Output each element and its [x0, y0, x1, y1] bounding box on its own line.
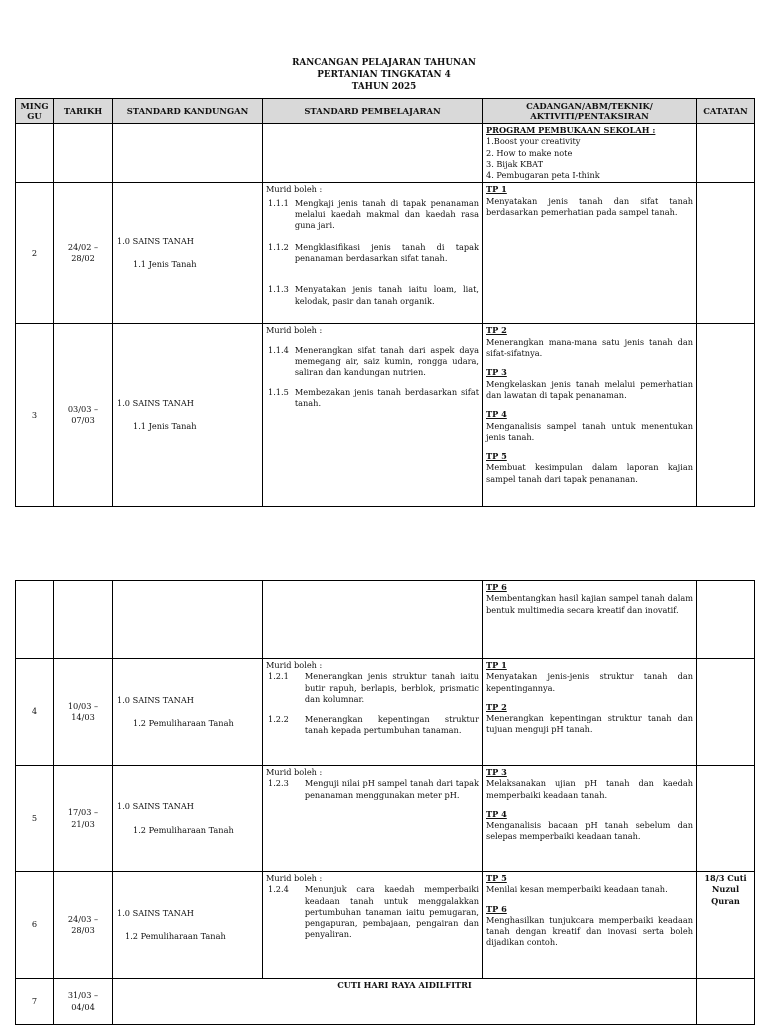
- sp-heading: Murid boleh :: [266, 184, 323, 195]
- program-item: 4. Pembugaran peta I-think: [486, 170, 600, 181]
- sp-item: [266, 242, 479, 265]
- document-title: [0, 57, 768, 93]
- tp-label: TP 3: [486, 367, 507, 378]
- tp-text: Melaksanakan ujian pH tanah dan kaedah memperbaiki keadaan tanah.: [486, 778, 693, 800]
- tp-label: TP 4: [486, 409, 507, 420]
- catatan-cell: 18/3 Cuti Nuzul Quran: [697, 872, 755, 979]
- header-catatan: CATATAN: [697, 99, 755, 124]
- tp-text: Menghasilkan tunjukcara memperbaiki keadaan tanah dengan kreatif dan inovasi serta boleh dijadikan contoh.: [486, 914, 693, 948]
- tp-text: Membentangkan hasil kajian sampel tanah dalam bentuk multimedia secara kreatif dan inovatif.: [486, 593, 693, 615]
- header-minggu: MING GU: [16, 99, 54, 124]
- sp-text: Menerangkan jenis struktur tanah iaitu butir rapuh, berlapis, berblok, prismatic dan kolumnar.: [304, 671, 479, 704]
- sp-text: Menunjuk cara kaedah memperbaiki keadaan tanah untuk menggalakkan pertumbuhan tanaman iaitu pemugaran, pengapuran, pembajaan, pengairan dan penyaliran.: [304, 884, 479, 940]
- standard-kandungan-cell: [113, 872, 263, 979]
- program-item: 1.Boost your creativity: [486, 136, 581, 147]
- header-cadangan: CADANGAN/ABM/TEKNIK/ AKTIVITI/PENTAKSIRAN: [483, 99, 697, 124]
- catatan-cell: [697, 183, 755, 324]
- tp-label: TP 6: [486, 582, 507, 592]
- date-cell: 10/03 – 14/03: [54, 659, 113, 766]
- tp-block: [486, 660, 693, 694]
- sp-text: Menyatakan jenis tanah iaitu loam, liat, kelodak, pasir dan tanah organik.: [294, 284, 479, 306]
- week-cell: 4: [16, 659, 54, 766]
- sp-text: Menguji nilai pH sampel tanah dari tapak penanaman menggunakan meter pH.: [304, 778, 479, 800]
- tp-block: [486, 873, 693, 896]
- tp-block: [486, 409, 693, 443]
- sp-code: 1.1.1: [268, 197, 289, 208]
- title-line-3: TAHUN 2025: [351, 82, 417, 92]
- tp-label: TP 1: [486, 660, 507, 670]
- sp-heading: Murid boleh :: [266, 325, 323, 336]
- sp-item: [266, 884, 479, 940]
- date-cell: 03/03 – 07/03: [54, 324, 113, 507]
- tp-text: Membuat kesimpulan dalam laporan kajian sampel tanah dari tapak penananan.: [486, 462, 693, 484]
- sk-subtopic: 1.2 Pemuliharaan Tanah: [133, 718, 234, 728]
- cadangan-cell: [483, 872, 697, 979]
- date-cell: 17/03 – 21/03: [54, 766, 113, 872]
- standard-kandungan-cell: [113, 659, 263, 766]
- header-tarikh: TARIKH: [54, 99, 113, 124]
- cadangan-cell: [483, 324, 697, 507]
- sp-code: 1.1.5: [268, 386, 289, 397]
- standard-pembelajaran-cell: [263, 183, 483, 324]
- table-row: [16, 766, 755, 872]
- tp-label: TP 2: [486, 701, 507, 712]
- tp-label: TP 1: [486, 184, 507, 195]
- tp-text: Menganalisis sampel tanah untuk menentukan jenis tanah.: [486, 420, 693, 442]
- tp-text: Menyatakan jenis tanah dan sifat tanah berdasarkan pemerhatian pada sampel tanah.: [486, 195, 693, 218]
- sp-heading: Murid boleh :: [266, 873, 323, 883]
- table-row-holiday: [16, 979, 755, 1025]
- standard-kandungan-cell: [113, 183, 263, 324]
- tp-label: TP 5: [486, 873, 507, 883]
- plan-table-page-2: [15, 580, 755, 1025]
- tp-block: [486, 451, 693, 485]
- sk-topic: 1.0 SAINS TANAH: [117, 801, 194, 812]
- sk-subtopic: 1.1 Jenis Tanah: [133, 421, 197, 432]
- week-cell: 5: [16, 766, 54, 872]
- sp-code: 1.1.4: [268, 344, 289, 355]
- sk-topic: 1.0 SAINS TANAH: [117, 694, 194, 705]
- header-standard-kandungan: STANDARD KANDUNGAN: [113, 99, 263, 124]
- sp-code: 1.2.3: [268, 778, 289, 789]
- tp-label: TP 2: [486, 325, 507, 336]
- sp-item: [266, 387, 479, 410]
- tp-label: TP 5: [486, 451, 507, 462]
- sp-text: Menerangkan sifat tanah dari aspek daya memegang air, saiz kumin, rongga udara, saliran dan kandungan nutrien.: [294, 344, 479, 378]
- tp-block: [486, 325, 693, 359]
- date-cell: 31/03 – 04/04: [54, 979, 113, 1025]
- tp-block: [486, 184, 693, 218]
- sp-item: [266, 284, 479, 307]
- sp-text: Mengklasifikasi jenis tanah di tapak penanaman berdasarkan sifat tanah.: [294, 241, 479, 263]
- program-cell: [483, 124, 697, 183]
- sk-subtopic: 1.1 Jenis Tanah: [133, 259, 197, 270]
- week-cell: 3: [16, 324, 54, 507]
- sp-text: Mengkaji jenis tanah di tapak penanaman melalui kaedah makmal dan kaedah rasa guna jari.: [294, 197, 479, 231]
- sp-item: [266, 198, 479, 232]
- sp-heading: Murid boleh :: [266, 767, 323, 777]
- date-cell: 24/03 – 28/03: [54, 872, 113, 979]
- table-row: [16, 872, 755, 979]
- sp-item: [266, 671, 479, 705]
- tp-block: [486, 904, 693, 949]
- holiday-cell: CUTI HARI RAYA AIDILFITRI: [113, 979, 697, 1025]
- tp-text: Menilai kesan memperbaiki keadaan tanah.: [486, 884, 668, 895]
- sp-code: 1.2.4: [268, 884, 289, 895]
- sk-subtopic: 1.2 Pemuliharaan Tanah: [133, 824, 234, 835]
- tp-text: Mengkelaskan jenis tanah melalui pemerhatian dan lawatan di tapak penanaman.: [486, 378, 693, 400]
- sp-code: 1.1.3: [268, 284, 289, 295]
- table-row: [16, 183, 755, 324]
- sk-topic: 1.0 SAINS TANAH: [117, 907, 194, 918]
- sp-text: Membezakan jenis tanah berdasarkan sifat tanah.: [294, 386, 479, 408]
- program-title: PROGRAM PEMBUKAAN SEKOLAH :: [486, 125, 656, 135]
- cadangan-cell: [483, 766, 697, 872]
- program-item: 2. How to make note: [486, 147, 573, 158]
- tp-text: Menerangkan kepentingan struktur tanah dan tujuan menguji pH tanah.: [486, 713, 693, 735]
- tp-text: Menyatakan jenis-jenis struktur tanah dan kepentingannya.: [486, 671, 693, 693]
- tp-text: Menganalisis bacaan pH tanah sebelum dan selepas memperbaiki keadaan tanah.: [486, 820, 693, 842]
- sp-code: 1.2.1: [268, 671, 289, 682]
- sp-code: 1.2.2: [268, 714, 289, 725]
- week-cell: 7: [16, 979, 54, 1025]
- standard-kandungan-cell: [113, 324, 263, 507]
- standard-pembelajaran-cell: [263, 766, 483, 872]
- tp-label: TP 3: [486, 767, 507, 777]
- standard-pembelajaran-cell: [263, 872, 483, 979]
- tp-label: TP 6: [486, 903, 507, 914]
- plan-table-page-1: [15, 98, 755, 507]
- table-row-program: [16, 124, 755, 183]
- title-line-1: RANCANGAN PELAJARAN TAHUNAN: [292, 58, 476, 68]
- table-row: [16, 659, 755, 766]
- sp-text: Menerangkan kepentingan struktur tanah kepada pertumbuhan tanaman.: [304, 714, 479, 736]
- tp-label: TP 4: [486, 808, 507, 819]
- cadangan-cell: [483, 659, 697, 766]
- header-standard-pembelajaran: STANDARD PEMBELAJARAN: [263, 99, 483, 124]
- standard-pembelajaran-cell: [263, 324, 483, 507]
- tp-block: [486, 702, 693, 736]
- date-cell: 24/02 – 28/02: [54, 183, 113, 324]
- sp-heading: Murid boleh :: [266, 660, 323, 670]
- catatan-cell: [697, 324, 755, 507]
- standard-kandungan-cell: [113, 766, 263, 872]
- sk-topic: 1.0 SAINS TANAH: [117, 398, 194, 409]
- sk-topic: 1.0 SAINS TANAH: [117, 236, 194, 247]
- sp-item: [266, 714, 479, 737]
- tp-block: [486, 367, 693, 401]
- sp-item: [266, 345, 479, 379]
- table-row-continued: [16, 581, 755, 659]
- week-cell: 2: [16, 183, 54, 324]
- catatan-cell: [697, 659, 755, 766]
- tp-text: Menerangkan mana-mana satu jenis tanah dan sifat-sifatnya.: [486, 336, 693, 359]
- standard-pembelajaran-cell: [263, 659, 483, 766]
- sp-item: [266, 778, 479, 801]
- tp-block: [486, 582, 693, 616]
- sp-code: 1.1.2: [268, 241, 289, 252]
- sk-subtopic: 1.2 Pemuliharaan Tanah: [125, 931, 226, 941]
- week-cell: 6: [16, 872, 54, 979]
- title-line-2: PERTANIAN TINGKATAN 4: [317, 70, 451, 80]
- cadangan-cell: [483, 581, 697, 659]
- tp-block: [486, 809, 693, 843]
- tp-block: [486, 767, 693, 801]
- cadangan-cell: [483, 183, 697, 324]
- program-item: 3. Bijak KBAT: [486, 158, 544, 169]
- catatan-cell: [697, 766, 755, 872]
- table-row: [16, 324, 755, 507]
